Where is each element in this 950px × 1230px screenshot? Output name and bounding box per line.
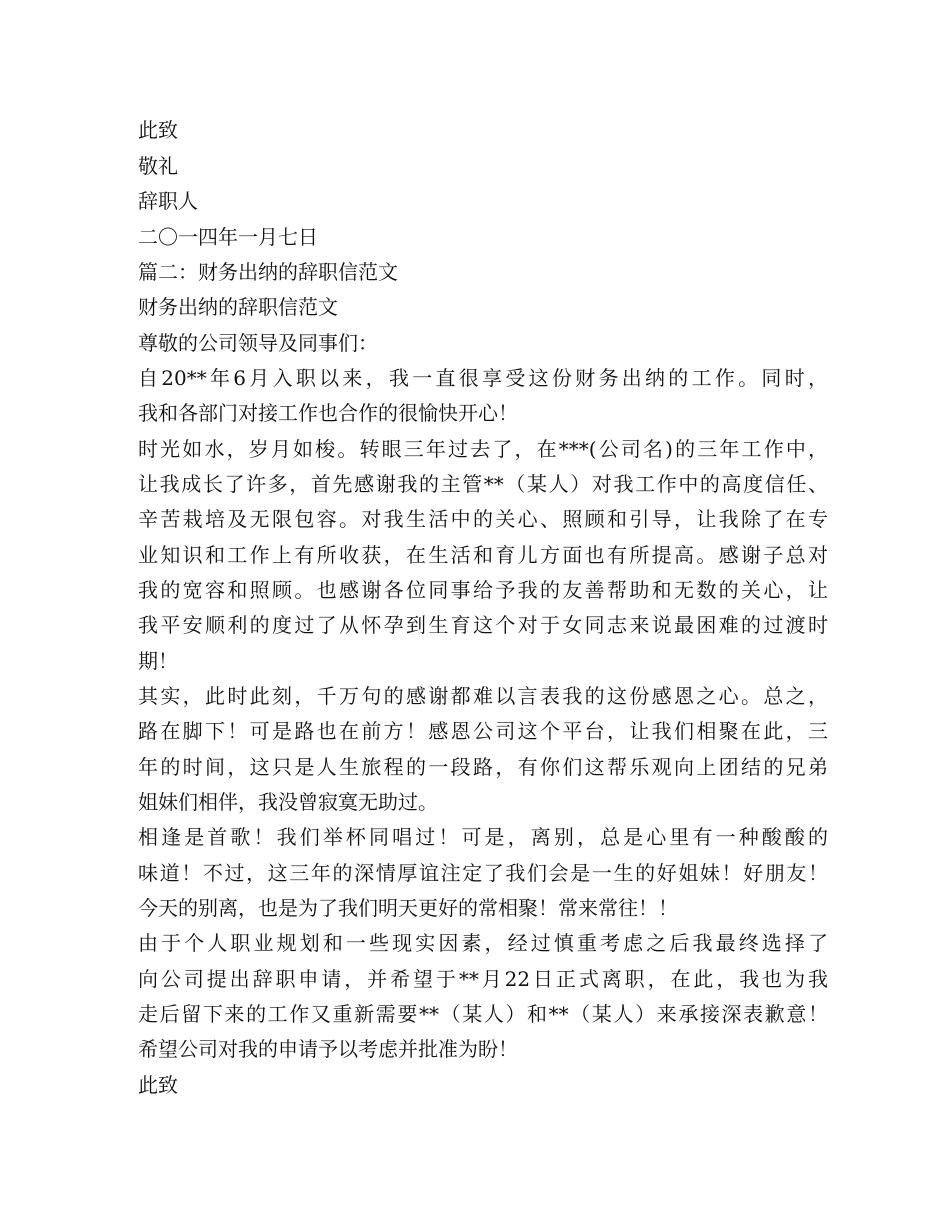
paragraph-line: 时光如水，岁月如梭。转眼三年过去了，在***(公司名)的三年工作中， xyxy=(138,437,828,461)
paragraph-line: 向公司提出辞职申请，并希望于**月22日正式离职，在此，我也为我 xyxy=(138,967,828,991)
paragraph-line: 年的时间，这只是人生旅程的一段路，有你们这帮乐观向上团结的兄弟 xyxy=(138,755,828,779)
paragraph-line: 我和各部门对接工作也合作的很愉快开心！ xyxy=(138,401,518,425)
signature-label: 辞职人 xyxy=(138,189,198,213)
signature-date: 二〇一四年一月七日 xyxy=(138,225,318,249)
paragraph-line: 路在脚下！可是路也在前方！感恩公司这个平台，让我们相聚在此，三 xyxy=(138,719,828,743)
letter-greeting: 尊敬的公司领导及同事们： xyxy=(138,331,378,355)
paragraph-line: 其实，此时此刻，千万句的感谢都难以言表我的这份感恩之心。总之， xyxy=(138,684,828,708)
paragraph-line: 今天的别离，也是为了我们明天更好的常相聚！常来常往！！ xyxy=(138,896,678,920)
paragraph-line: 期！ xyxy=(138,649,178,673)
closing-regards: 敬礼 xyxy=(138,154,178,178)
paragraph-line: 我平安顺利的度过了从怀孕到生育这个对于女同志来说最困难的过渡时 xyxy=(138,613,828,637)
closing-salutation: 此致 xyxy=(138,118,178,142)
paragraph-line: 自20**年6月入职以来，我一直很享受这份财务出纳的工作。同时， xyxy=(138,366,828,390)
paragraph-line: 相逢是首歌！我们举杯同唱过！可是，离别，总是心里有一种酸酸的 xyxy=(138,825,828,849)
paragraph-line: 味道！不过，这三年的深情厚谊注定了我们会是一生的好姐妹！好朋友！ xyxy=(138,861,828,885)
paragraph-line: 业知识和工作上有所收获，在生活和育儿方面也有所提高。感谢子总对 xyxy=(138,543,828,567)
section-heading: 篇二：财务出纳的辞职信范文 xyxy=(138,260,398,284)
paragraph-line: 姐妹们相伴，我没曾寂寞无助过。 xyxy=(138,790,438,814)
paragraph-line: 我的宽容和照顾。也感谢各位同事给予我的友善帮助和无数的关心，让 xyxy=(138,578,828,602)
letter-title: 财务出纳的辞职信范文 xyxy=(138,295,338,319)
paragraph-line: 辛苦栽培及无限包容。对我生活中的关心、照顾和引导，让我除了在专 xyxy=(138,507,828,531)
paragraph-line: 让我成长了许多，首先感谢我的主管**（某人）对我工作中的高度信任、 xyxy=(138,472,828,496)
paragraph-line: 希望公司对我的申请予以考虑并批准为盼！ xyxy=(138,1037,518,1061)
closing-salutation-2: 此致 xyxy=(138,1073,178,1097)
paragraph-line: 由于个人职业规划和一些现实因素，经过慎重考虑之后我最终选择了 xyxy=(138,931,828,955)
paragraph-line: 走后留下来的工作又重新需要**（某人）和**（某人）来承接深表歉意！ xyxy=(138,1002,828,1026)
